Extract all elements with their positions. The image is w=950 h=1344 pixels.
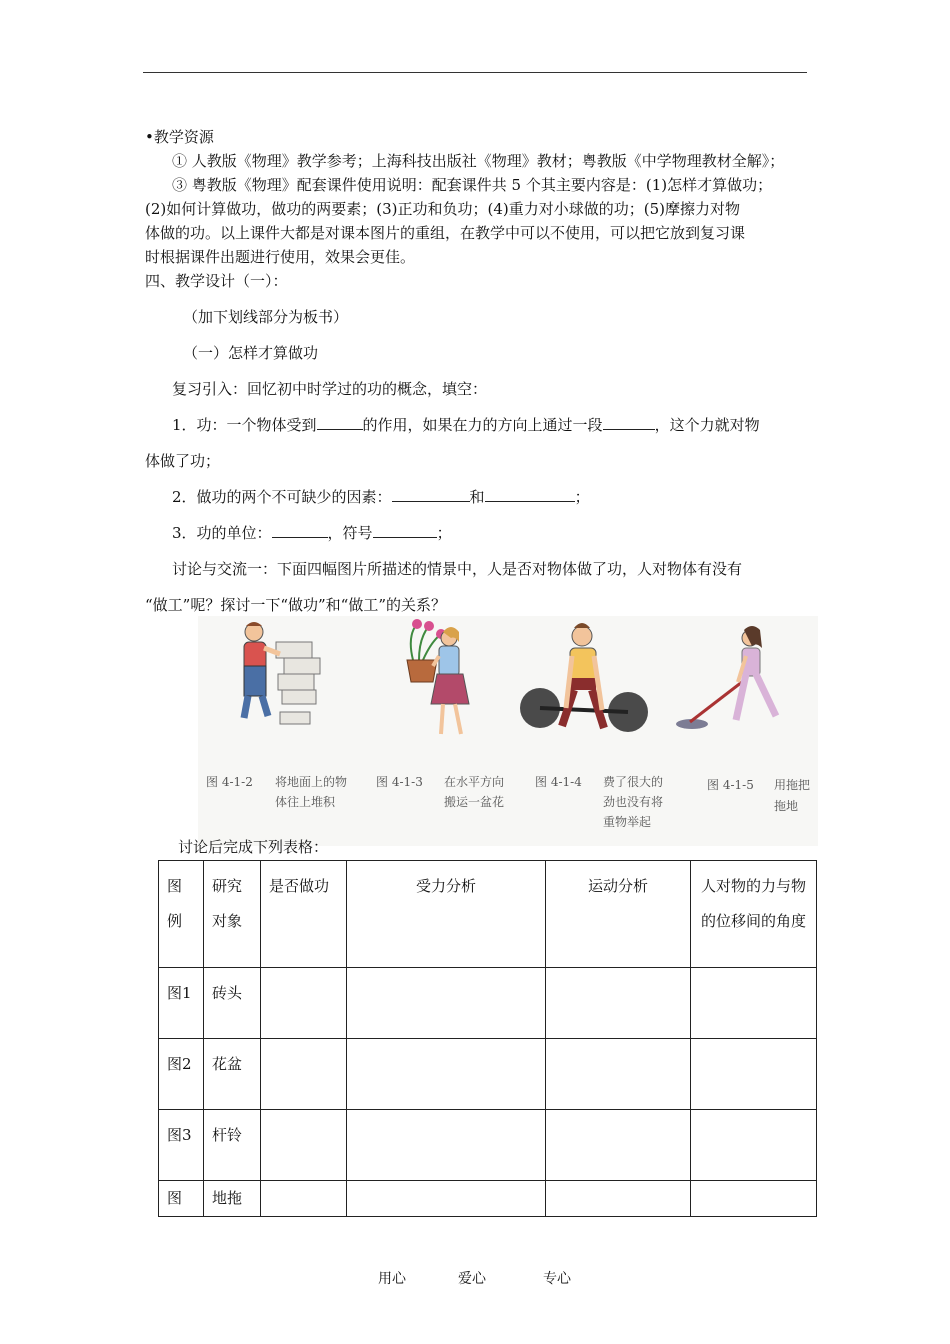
answer-cell[interactable]	[347, 968, 546, 1039]
fill-blank[interactable]	[272, 522, 328, 538]
document-body	[145, 125, 810, 617]
question-2-text: 2．做功的两个不可缺少的因素：	[172, 488, 392, 506]
question-1-text: ，这个力就对物	[654, 416, 760, 434]
figure-caption: 在水平方向	[444, 775, 505, 789]
row-figure: 图	[159, 1181, 204, 1217]
fill-blank[interactable]	[317, 414, 363, 430]
resources-line: 时根据课件出题进行使用，效果会更佳。	[145, 248, 416, 266]
figure-caption-number: 图 4-1-4	[535, 775, 582, 789]
figure-caption: 重物举起	[603, 815, 652, 829]
figure-caption-number: 图 4-1-5	[707, 778, 754, 792]
table-title: 讨论后完成下列表格：	[178, 838, 329, 856]
answer-cell[interactable]	[691, 1181, 817, 1217]
row-figure: 图1	[159, 968, 204, 1039]
illustration-strip	[198, 616, 818, 846]
answer-cell[interactable]	[546, 1110, 691, 1181]
row-object: 花盆	[204, 1039, 261, 1110]
answer-cell[interactable]	[261, 1110, 347, 1181]
question-3-text: 3．功的单位：	[172, 524, 272, 542]
figure-carrying-flowerpot	[393, 616, 483, 741]
fill-blank[interactable]	[603, 414, 655, 430]
footer-text: 用心	[378, 1271, 406, 1287]
figure-caption: 费了很大的	[603, 775, 664, 789]
figure-caption: 拖地	[774, 799, 799, 813]
figure-caption-number: 图 4-1-3	[376, 775, 423, 789]
answer-cell[interactable]	[261, 1039, 347, 1110]
row-object: 地拖	[204, 1181, 261, 1217]
review-intro: 复习引入：回忆初中时学过的功的概念，填空：	[172, 380, 488, 398]
discussion-line: “做工”呢？探讨一下“做功”和“做工”的关系？	[145, 596, 447, 614]
question-2-text: ；	[574, 488, 590, 506]
answer-cell[interactable]	[546, 968, 691, 1039]
figure-caption: 体往上堆积	[275, 795, 336, 809]
header-object: 研究对象	[204, 861, 261, 968]
answer-cell[interactable]	[347, 1110, 546, 1181]
fill-blank[interactable]	[485, 486, 575, 502]
header-rule	[143, 72, 807, 73]
figure-mopping-floor	[676, 616, 816, 741]
row-figure: 图3	[159, 1110, 204, 1181]
answer-cell[interactable]	[261, 968, 347, 1039]
resources-heading: •教学资源	[145, 128, 214, 146]
discussion-line: 讨论与交流一：下面四幅图片所描述的情景中，人是否对物体做了功，人对物体有没有	[172, 560, 743, 578]
answer-cell[interactable]	[546, 1039, 691, 1110]
question-2	[145, 485, 810, 509]
question-1	[145, 413, 810, 437]
resources-line: ① 人教版《物理》教学参考；上海科技出版社《物理》教材；粤教版《中学物理教材全解》；	[172, 152, 785, 170]
figure-caption: 将地面上的物	[275, 775, 348, 789]
answer-cell[interactable]	[691, 1110, 817, 1181]
question-1-cont: 体做了功；	[145, 452, 221, 470]
board-note: （加下划线部分为板书）	[183, 308, 349, 326]
fill-blank[interactable]	[392, 486, 470, 502]
section-heading: 四、教学设计（一）：	[145, 272, 288, 290]
fill-blank[interactable]	[373, 522, 437, 538]
question-2-text: 和	[469, 488, 485, 506]
answer-cell[interactable]	[691, 968, 817, 1039]
question-3	[145, 521, 810, 545]
answer-cell[interactable]	[347, 1181, 546, 1217]
footer-text: 专心	[543, 1271, 571, 1287]
figure-caption-number: 图 4-1-2	[206, 775, 253, 789]
footer-text: 爱心	[458, 1271, 486, 1287]
table-row	[159, 1181, 817, 1217]
figure-stacking-boxes	[228, 616, 338, 726]
header-motion-analysis: 运动分析	[546, 861, 691, 968]
question-1-text: 1．功：一个物体受到	[172, 416, 317, 434]
resources-line: 体做的功。以上课件大都是对课本图片的重组，在教学中可以不使用，可以把它放到复习课	[145, 224, 746, 242]
figure-lifting-barbell	[518, 616, 653, 741]
figure-caption: 劲也没有将	[603, 795, 664, 809]
answer-cell[interactable]	[347, 1039, 546, 1110]
figure-caption: 搬运一盆花	[444, 795, 505, 809]
answer-cell[interactable]	[546, 1181, 691, 1217]
header-work-done: 是否做功	[261, 861, 347, 968]
question-3-text: ，符号	[327, 524, 373, 542]
row-object: 砖头	[204, 968, 261, 1039]
answer-cell[interactable]	[691, 1039, 817, 1110]
row-object: 杆铃	[204, 1110, 261, 1181]
resources-line: ③ 粤教版《物理》配套课件使用说明：配套课件共 5 个其主要内容是：(1)怎样才算做功；	[172, 176, 773, 194]
answer-cell[interactable]	[261, 1181, 347, 1217]
header-angle: 人对物的力与物的位移间的角度	[691, 861, 817, 968]
table-row	[159, 1039, 817, 1110]
analysis-table	[158, 860, 817, 1217]
header-force-analysis: 受力分析	[347, 861, 546, 968]
table-header-row	[159, 861, 817, 968]
header-figure: 图例	[159, 861, 204, 968]
subsection-title: （一）怎样才算做功	[183, 344, 319, 362]
figure-caption: 用拖把	[774, 778, 811, 792]
table-row	[159, 1110, 817, 1181]
table-row	[159, 968, 817, 1039]
question-3-text: ；	[436, 524, 452, 542]
row-figure: 图2	[159, 1039, 204, 1110]
question-1-text: 的作用，如果在力的方向上通过一段	[362, 416, 603, 434]
resources-line: (2)如何计算做功，做功的两要素；(3)正功和负功；(4)重力对小球做的功；(5)摩擦力对物	[145, 200, 740, 218]
